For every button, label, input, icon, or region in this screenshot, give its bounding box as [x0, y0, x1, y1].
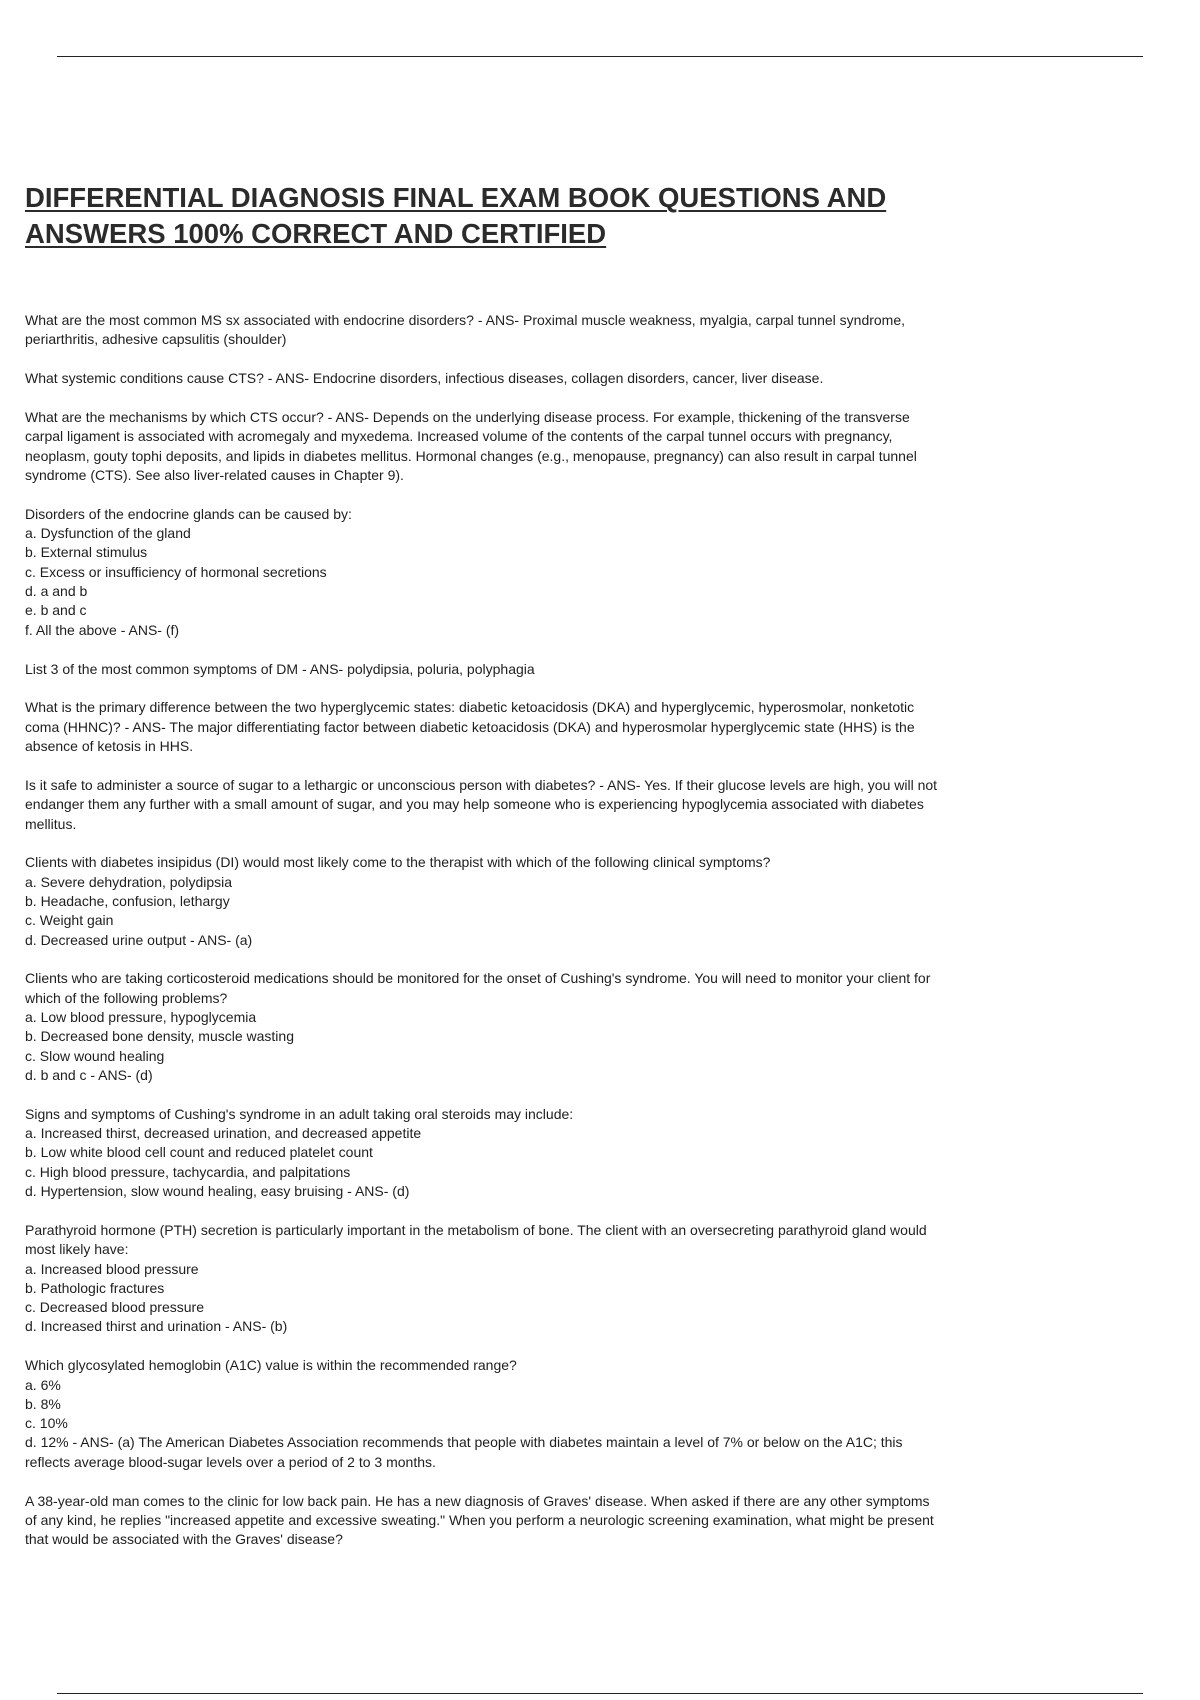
qa-line: What are the mechanisms by which CTS occur? - ANS- Depends on the underlying disease process. For example, thickening of the transverse — [25, 409, 910, 426]
qa-line: a. Dysfunction of the gland — [25, 525, 191, 542]
qa-line: A 38-year-old man comes to the clinic for low back pain. He has a new diagnosis of Graves' disease. When asked if there are any other symptoms — [25, 1492, 930, 1509]
qa-line: syndrome (CTS). See also liver-related causes in Chapter 9). — [25, 466, 404, 483]
qa-line: most likely have: — [25, 1241, 129, 1258]
qa-line: b. Decreased bone density, muscle wasting — [25, 1028, 294, 1045]
qa-block — [25, 369, 1123, 388]
qa-line: Clients with diabetes insipidus (DI) would most likely come to the therapist with which of the following clinical symptoms? — [25, 854, 771, 871]
qa-line: coma (HHNC)? - ANS- The major differentiating factor between diabetic ketoacidosis (DKA) and hyperosmolar hyperglycemic state (HHS) is the — [25, 718, 915, 735]
qa-line: d. Hypertension, slow wound healing, easy bruising - ANS- (d) — [25, 1183, 410, 1200]
qa-line: Disorders of the endocrine glands can be caused by: — [25, 505, 352, 522]
qa-line: a. 6% — [25, 1376, 61, 1393]
qa-line: What is the primary difference between the two hyperglycemic states: diabetic ketoacidosis (DKA) and hyperglycemic, hyperosmolar, nonketotic — [25, 699, 915, 716]
qa-line: c. Weight gain — [25, 912, 114, 929]
qa-line: c. 10% — [25, 1415, 68, 1432]
qa-block — [25, 1356, 1123, 1472]
qa-block — [25, 311, 1123, 350]
qa-line: endanger them any further with a small amount of sugar, and you may help someone who is experiencing hypoglycemia associated with diabetes — [25, 796, 924, 813]
qa-line: Is it safe to administer a source of sugar to a lethargic or unconscious person with diabetes? - ANS- Yes. If their glucose levels are high, you will not — [25, 776, 938, 793]
qa-line: What systemic conditions cause CTS? - ANS- Endocrine disorders, infectious diseases, collagen disorders, cancer, liver disease. — [25, 370, 824, 387]
qa-block — [25, 698, 1123, 756]
qa-block — [25, 660, 1123, 679]
qa-line: d. Increased thirst and urination - ANS- (b) — [25, 1318, 288, 1335]
qa-line: mellitus. — [25, 815, 77, 832]
qa-line: b. Pathologic fractures — [25, 1279, 165, 1296]
qa-line: neoplasm, gouty tophi deposits, and lipids in diabetes mellitus. Hormonal changes (e.g., menopause, pregnancy) can also result in carpal tunnel — [25, 447, 917, 464]
qa-block — [25, 1492, 1123, 1550]
qa-line: c. High blood pressure, tachycardia, and palpitations — [25, 1163, 351, 1180]
qa-line: e. b and c — [25, 602, 87, 619]
qa-line: b. External stimulus — [25, 544, 148, 561]
qa-line: which of the following problems? — [25, 989, 228, 1006]
qa-line: f. All the above - ANS- (f) — [25, 621, 180, 638]
question-answer-list — [25, 311, 1123, 1569]
qa-block — [25, 776, 1123, 834]
document-title — [25, 180, 1155, 252]
qa-block — [25, 505, 1123, 640]
qa-line: d. a and b — [25, 583, 88, 600]
qa-line: c. Decreased blood pressure — [25, 1299, 204, 1316]
qa-line: List 3 of the most common symptoms of DM - ANS- polydipsia, poluria, polyphagia — [25, 660, 535, 677]
qa-line: of any kind, he replies "increased appetite and excessive sweating." When you perform a neurologic screening examination, what might be present — [25, 1511, 934, 1528]
qa-line: d. b and c - ANS- (d) — [25, 1066, 153, 1083]
qa-line: a. Increased blood pressure — [25, 1260, 199, 1277]
qa-line: d. Decreased urine output - ANS- (a) — [25, 931, 253, 948]
qa-line: b. Low white blood cell count and reduced platelet count — [25, 1144, 373, 1161]
qa-line: Clients who are taking corticosteroid medications should be monitored for the onset of Cushing's syndrome. You will need to monitor your client for — [25, 970, 931, 987]
qa-line: periarthritis, adhesive capsulitis (shoulder) — [25, 331, 287, 348]
qa-line: a. Severe dehydration, polydipsia — [25, 873, 233, 890]
footer-rule — [57, 1693, 1143, 1694]
qa-line: b. Headache, confusion, lethargy — [25, 892, 230, 909]
qa-line: d. 12% - ANS- (a) The American Diabetes Association recommends that people with diabetes maintain a level of 7% or below on the A1C; this — [25, 1434, 903, 1451]
qa-line: What are the most common MS sx associated with endocrine disorders? - ANS- Proximal muscle weakness, myalgia, carpal tunnel syndrome, — [25, 312, 906, 328]
qa-line: b. 8% — [25, 1395, 61, 1412]
document-title-line-1: DIFFERENTIAL DIAGNOSIS FINAL EXAM BOOK QUESTIONS AND — [25, 182, 887, 213]
qa-line: that would be associated with the Graves' disease? — [25, 1531, 343, 1548]
document-title-line-2: ANSWERS 100% CORRECT AND CERTIFIED — [25, 218, 607, 249]
qa-line: Signs and symptoms of Cushing's syndrome in an adult taking oral steroids may include: — [25, 1105, 574, 1122]
qa-line: a. Low blood pressure, hypoglycemia — [25, 1009, 257, 1026]
qa-line: a. Increased thirst, decreased urination, and decreased appetite — [25, 1125, 422, 1142]
qa-block — [25, 969, 1123, 1085]
qa-block — [25, 1221, 1123, 1337]
qa-line: Which glycosylated hemoglobin (A1C) value is within the recommended range? — [25, 1357, 517, 1374]
qa-block — [25, 1105, 1123, 1201]
header-rule — [57, 56, 1143, 57]
qa-line: c. Excess or insufficiency of hormonal secretions — [25, 563, 327, 580]
qa-line: reflects average blood-sugar levels over a period of 2 to 3 months. — [25, 1453, 436, 1470]
qa-line: Parathyroid hormone (PTH) secretion is particularly important in the metabolism of bone. The client with an oversecreting parathyroid gland would — [25, 1221, 927, 1238]
qa-block — [25, 853, 1123, 949]
qa-line: c. Slow wound healing — [25, 1047, 165, 1064]
qa-block — [25, 408, 1123, 485]
qa-line: absence of ketosis in HHS. — [25, 738, 194, 755]
qa-line: carpal ligament is associated with acromegaly and myxedema. Increased volume of the contents of the carpal tunnel occurs with pregnancy, — [25, 428, 893, 445]
